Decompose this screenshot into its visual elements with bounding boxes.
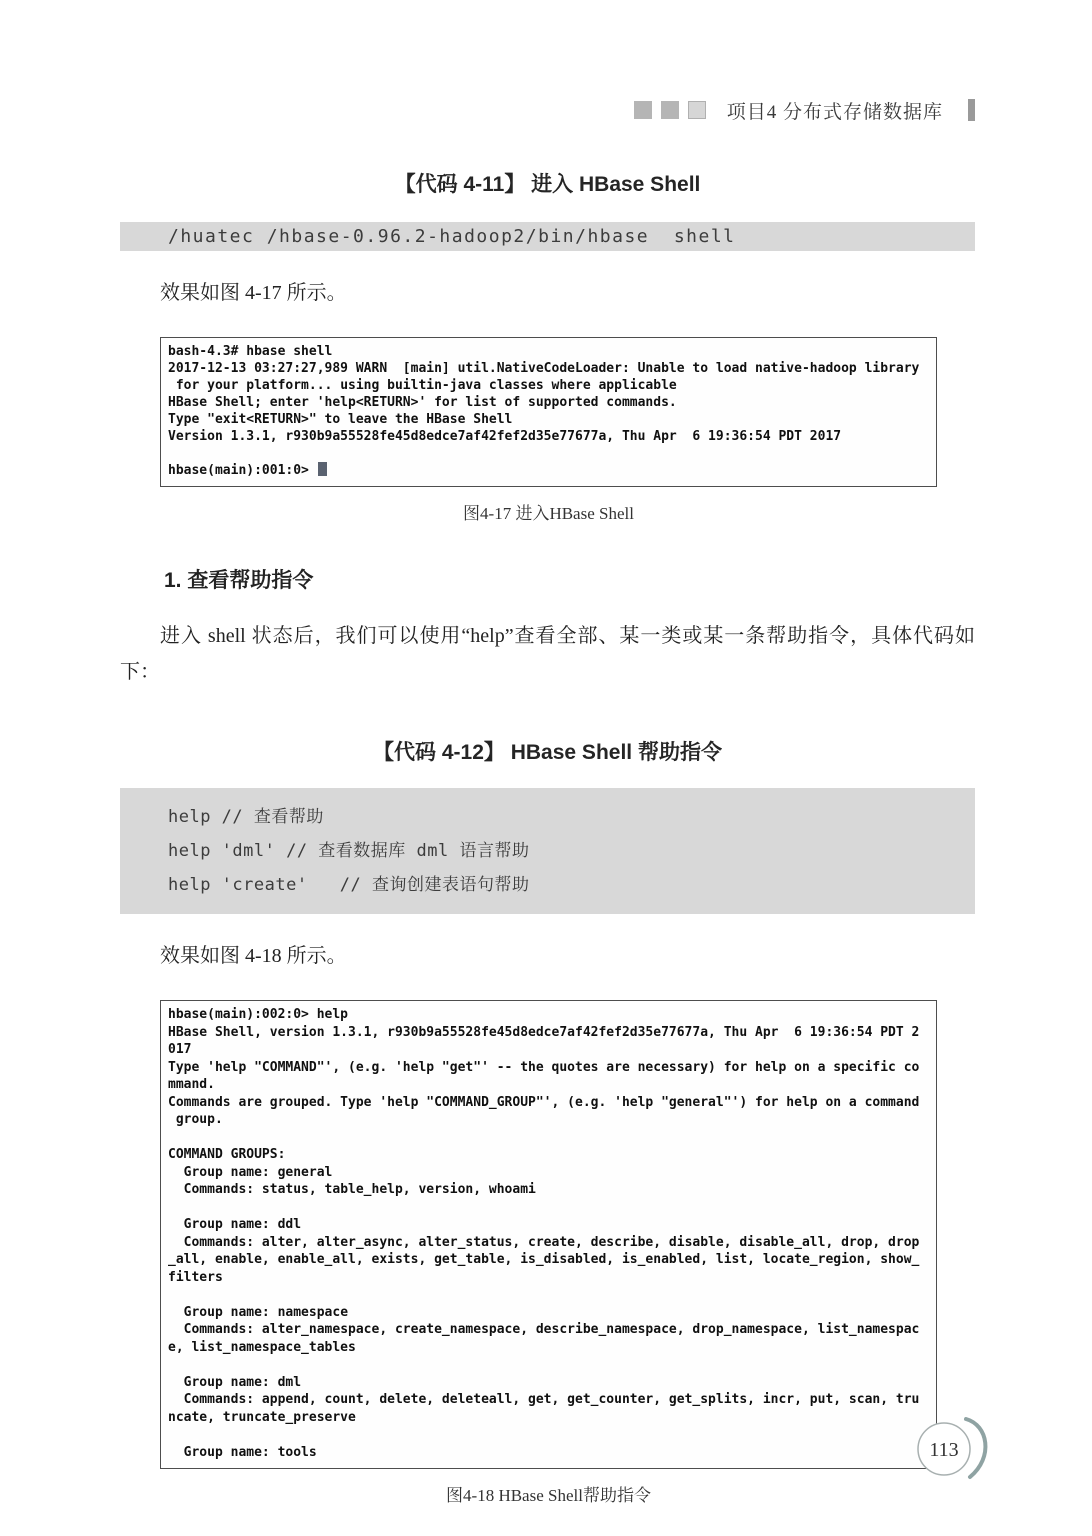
- page-number: 113: [929, 1439, 959, 1461]
- page-number-graphic: [910, 1413, 1006, 1485]
- text-line: help 'dml' // 查看数据库 dml 语言帮助: [168, 841, 530, 861]
- text-line: [168, 1426, 929, 1444]
- terminal-screenshot-fig17: [160, 337, 937, 487]
- decor-square-icon: [688, 101, 706, 119]
- text-line: Group name: tools: [168, 1444, 317, 1460]
- text-line: [168, 1199, 929, 1217]
- text-line: Group name: namespace: [168, 1304, 349, 1320]
- text-line: Group name: ddl: [168, 1217, 302, 1232]
- text-line: [168, 1129, 929, 1147]
- paragraph-fig18-intro: 效果如图 4-18 所示。: [160, 945, 347, 967]
- terminal-screenshot-fig18: [160, 1000, 937, 1469]
- text-line: Type "exit<RETURN>" to leave the HBase Shell: [168, 412, 513, 427]
- text-line: Commands are grouped. Type 'help "COMMAND_GROUP"', (e.g. 'help "general"') for help on a command: [168, 1094, 920, 1110]
- text-line: [168, 1356, 929, 1374]
- text-line: 017: [168, 1042, 192, 1057]
- text-line: e, list_namespace_tables: [168, 1339, 356, 1355]
- code-listing-title-4-12: 【代码 4-12】 HBase Shell 帮助指令: [373, 741, 722, 764]
- paragraph-fig17-intro: 效果如图 4-17 所示。: [160, 282, 347, 304]
- text-line: COMMAND GROUPS:: [168, 1147, 286, 1162]
- text-line: bash-4.3# hbase shell: [168, 344, 333, 359]
- text-line: ncate, truncate_preserve: [168, 1409, 356, 1425]
- text-line: group.: [168, 1112, 223, 1127]
- decor-vertical-bar-icon: [968, 99, 975, 121]
- text-line: filters: [168, 1269, 223, 1285]
- text-line: help 'create' // 查询创建表语句帮助: [168, 875, 530, 895]
- figure-caption-4-18: 图4-18 HBase Shell帮助指令: [446, 1486, 651, 1505]
- code-listing-4-11: /huatec /hbase-0.96.2-hadoop2/bin/hbase shell: [120, 222, 975, 251]
- text-line: [168, 1286, 929, 1304]
- text-line: Version 1.3.1, r930b9a55528fe45d8edce7af42fef2d35e77677a, Thu Apr 6 19:36:54 PDT 2017: [168, 429, 842, 444]
- terminal-output: [168, 1006, 929, 1461]
- text-line: help // 查看帮助: [168, 807, 324, 827]
- terminal-output: [168, 343, 929, 462]
- text-line: mmand.: [168, 1077, 215, 1092]
- text-line: for your platform... using builtin-java classes where applicable: [168, 378, 677, 393]
- page-number-ornament: [910, 1413, 1006, 1490]
- terminal-prompt-line: [168, 462, 929, 479]
- text-line: [168, 445, 929, 462]
- decor-square-icon: [634, 101, 652, 119]
- code-listing-title-4-11: 【代码 4-11】 进入 HBase Shell: [394, 173, 701, 196]
- text-line: Commands: status, table_help, version, whoami: [168, 1182, 536, 1197]
- text-line: HBase Shell; enter 'help<RETURN>' for list of supported commands.: [168, 395, 677, 410]
- text-line: 2017-12-13 03:27:27,989 WARN [main] util.NativeCodeLoader: Unable to load native-hadoop library: [168, 361, 920, 376]
- text-cursor: [318, 462, 327, 476]
- text-line: Commands: alter, alter_async, alter_status, create, describe, disable, disable_all, drop, drop: [168, 1234, 920, 1250]
- text-line: Type 'help "COMMAND"', (e.g. 'help "get"' -- the quotes are necessary) for help on a specific co: [168, 1059, 920, 1075]
- text-line: HBase Shell, version 1.3.1, r930b9a55528fe45d8edce7af42fef2d35e77677a, Thu Apr 6 19:36:54 PDT 2: [168, 1024, 920, 1040]
- text-line: Group name: general: [168, 1164, 333, 1180]
- text-line: Commands: alter_namespace, create_namespace, describe_namespace, drop_namespace, list_namespac: [168, 1322, 920, 1337]
- section-heading: 1. 查看帮助指令: [164, 569, 314, 592]
- text-line: _all, enable, enable_all, exists, get_table, is_disabled, is_enabled, list, locate_region, show_: [168, 1252, 920, 1267]
- section-body-paragraph: 进入 shell 状态后，我们可以使用“help”查看全部、某一类或某一条帮助指令，具体代码如下：: [120, 625, 975, 683]
- text-line: Commands: append, count, delete, deleteall, get, get_counter, get_splits, incr, put, scan, tru: [168, 1392, 920, 1407]
- terminal-prompt: hbase(main):001:0>: [168, 463, 317, 478]
- page-header: [120, 98, 975, 122]
- figure-caption-4-17: 图4-17 进入HBase Shell: [463, 504, 634, 523]
- code-listing-4-12: [120, 788, 975, 914]
- text-line: Group name: dml: [168, 1374, 302, 1390]
- text-line: hbase(main):002:0> help: [168, 1007, 349, 1022]
- chapter-title: 项目4 分布式存储数据库: [726, 101, 943, 123]
- decor-square-icon: [661, 101, 679, 119]
